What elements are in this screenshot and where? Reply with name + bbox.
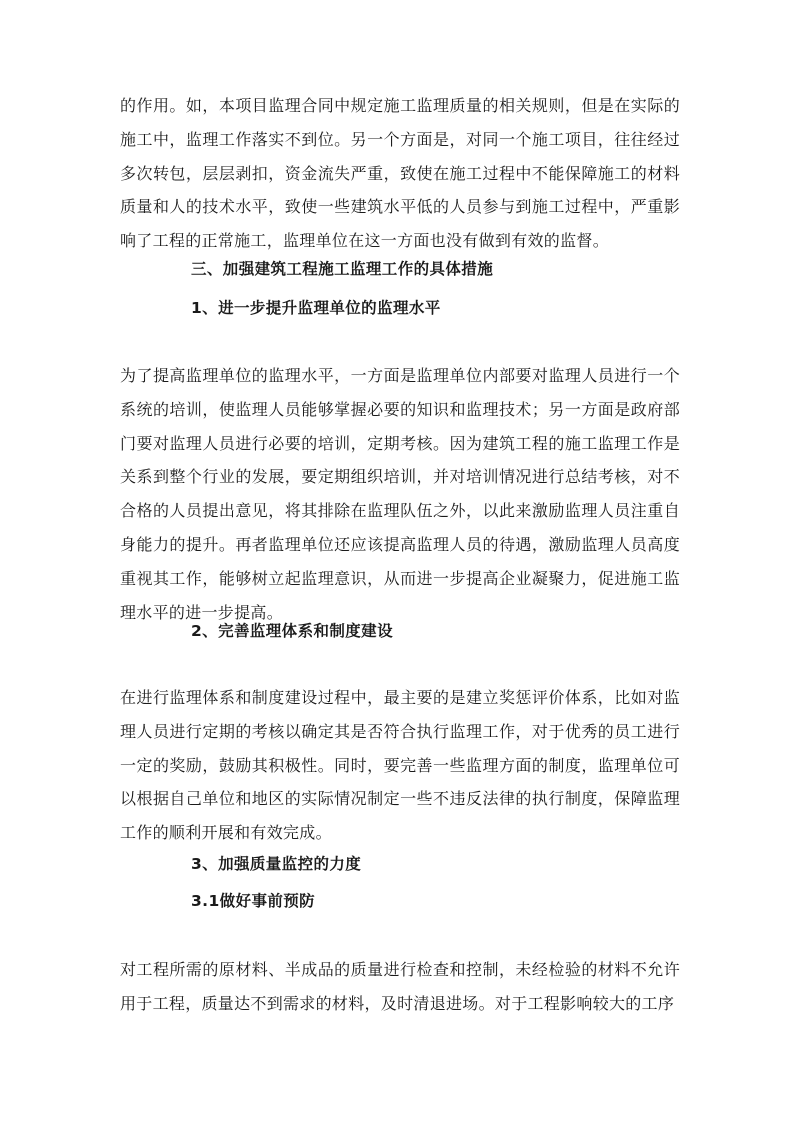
section-heading-measures: 三、加强建筑工程施工监理工作的具体措施	[191, 260, 494, 278]
paragraph-improve-system: 在进行监理体系和制度建设过程中，最主要的是建立奖惩评价体系，比如对监理人员进行定期的考核以确定其是否符合执行监理工作，对于优秀的员工进行一定的奖励，鼓励其积极性。同时，要完善一些监理方面的制度，监理单位可以根据自己单位和地区的实际情况制定一些不违反法律的执行制度，保障监理工作的顺利开展和有效完成。	[120, 688, 680, 843]
paragraph-role-of-supervision: 的作用。如，本项目监理合同中规定施工监理质量的相关规则，但是在实际的施工中，监理工作落实不到位。另一个方面是，对同一个施工项目，往往经过多次转包，层层剥扣，资金流失严重，致使在施工过程中不能保障施工的材料质量和人的技术水平，致使一些建筑水平低的人员参与到施工过程中，严重影响了工程的正常施工，监理单位在这一方面也没有做到有效的监督。	[120, 96, 680, 251]
subheading-improve-system: 2、完善监理体系和制度建设	[191, 622, 393, 640]
subheading-prevention: 3.1做好事前预防	[191, 892, 316, 910]
paragraph-prevention: 对工程所需的原材料、半成品的质量进行检查和控制，未经检验的材料不允许用于工程，质量达不到需求的材料，及时清退进场。对于工程影响较大的工序	[120, 960, 680, 1013]
subheading-improve-supervision-level: 1、进一步提升监理单位的监理水平	[191, 299, 441, 317]
paragraph-improve-supervision-level: 为了提高监理单位的监理水平，一方面是监理单位内部要对监理人员进行一个系统的培训，使监理人员能够掌握必要的知识和监理技术；另一方面是政府部门要对监理人员进行必要的培训，定期考核。因为建筑工程的施工监理工作是关系到整个行业的发展，要定期组织培训，并对培训情况进行总结考核，对不合格的人员提出意见，将其排除在监理队伍之外，以此来激励监理人员注重自身能力的提升。再者监理单位还应该提高监理人员的待遇，激励监理人员高度重视其工作，能够树立起监理意识，从而进一步提高企业凝聚力，促进施工监理水平的进一步提高。	[120, 366, 680, 622]
subheading-quality-control: 3、加强质量监控的力度	[191, 855, 362, 873]
